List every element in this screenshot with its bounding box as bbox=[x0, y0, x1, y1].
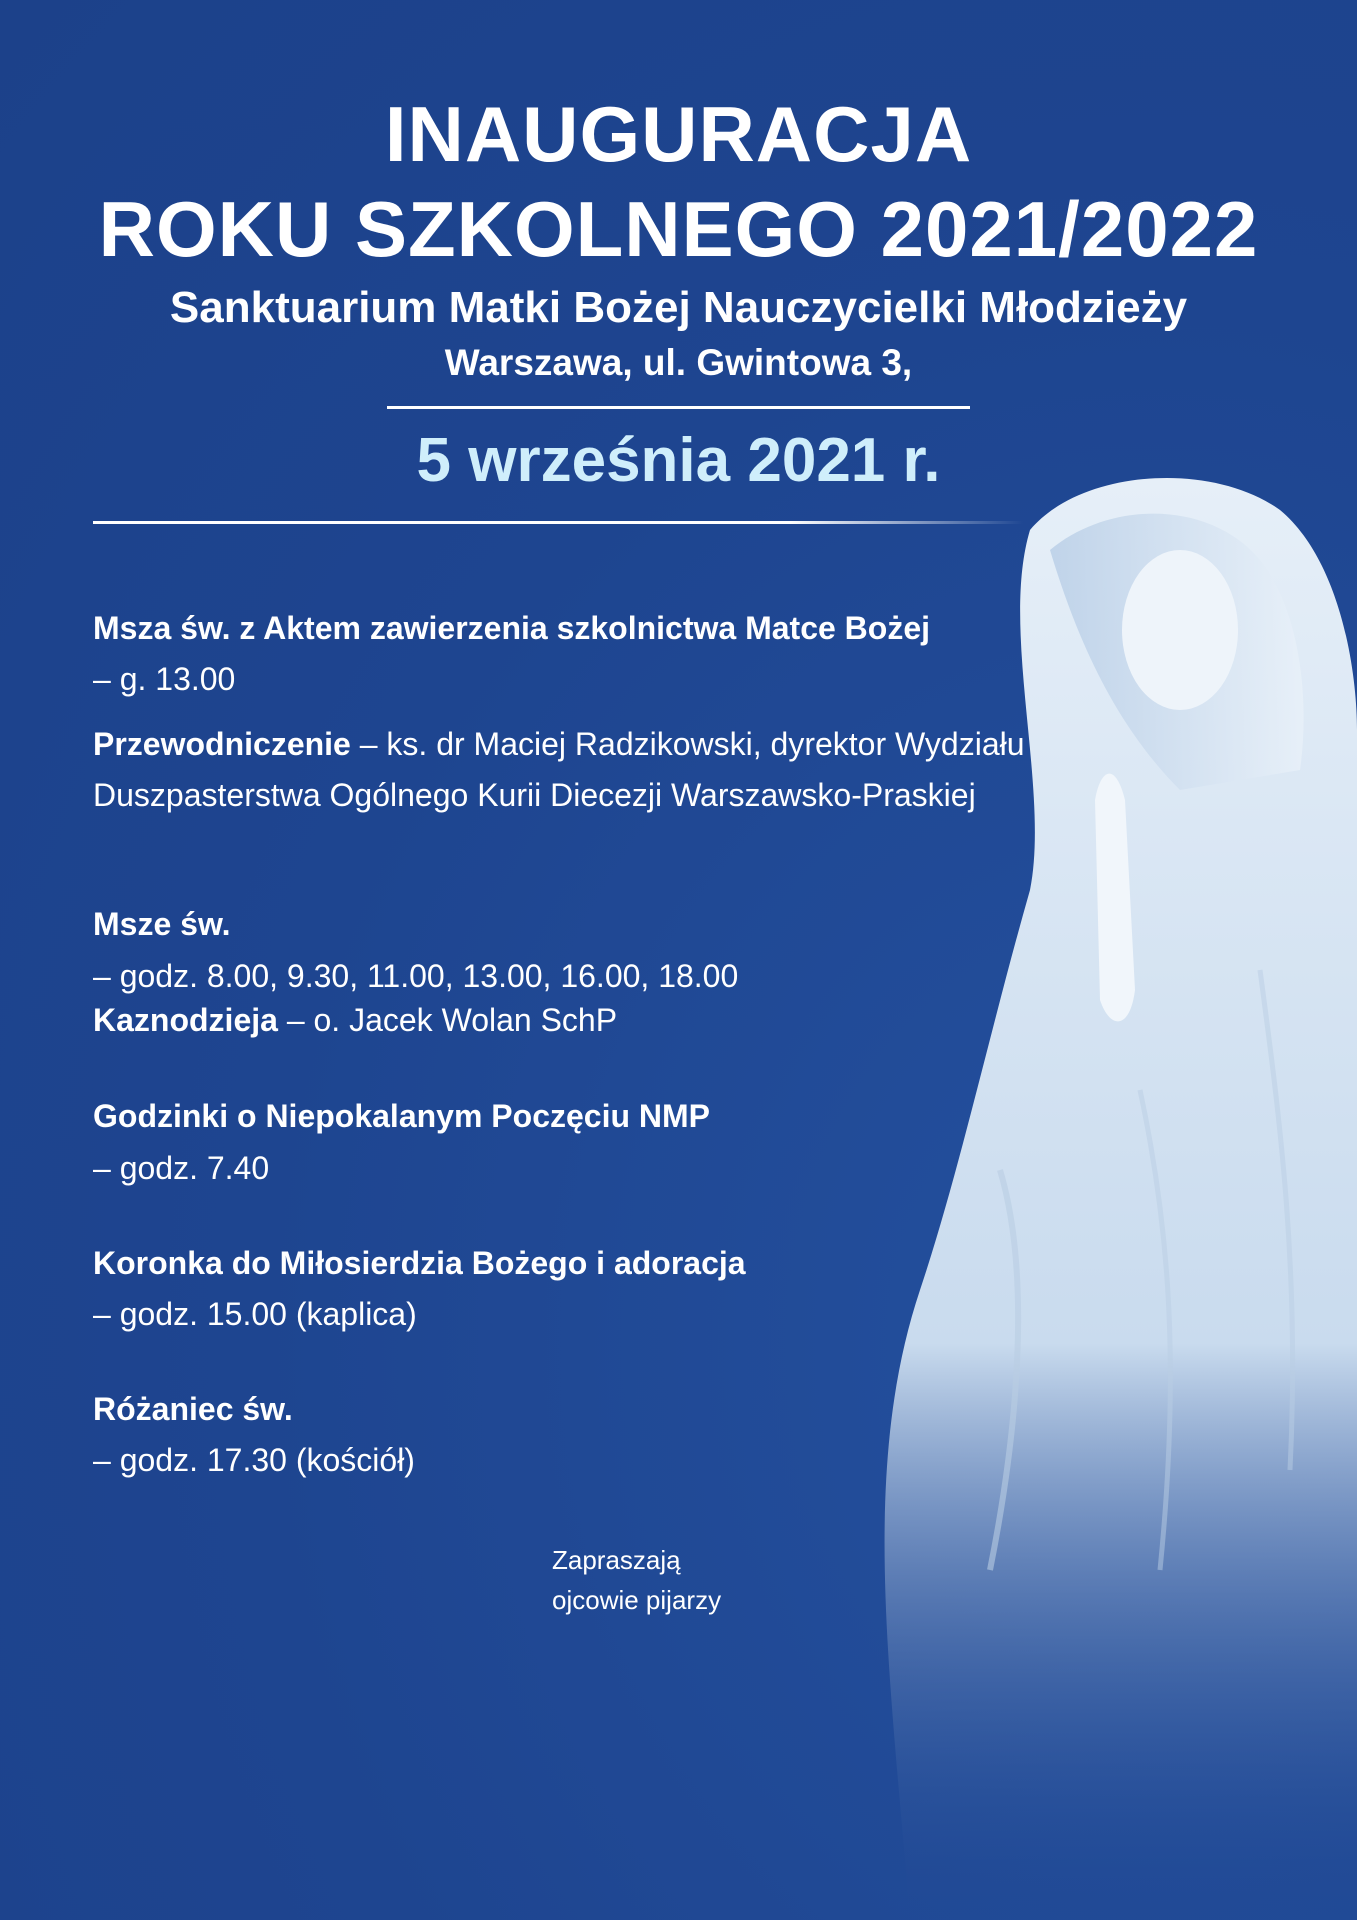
preacher-label: Kaznodzieja bbox=[93, 1002, 278, 1038]
presider-text: – ks. dr Maciej Radzikowski, dyrektor Wydziału bbox=[350, 726, 1025, 762]
hours-title: Godzinki o Niepokalanym Poczęciu NMP bbox=[93, 1098, 711, 1134]
event-date: 5 września 2021 r. bbox=[416, 426, 941, 495]
presider-line-2: Duszpasterstwa Ogólnego Kurii Diecezji Warszawsko-Praskiej bbox=[93, 777, 976, 813]
divider-top bbox=[387, 406, 970, 409]
madonna-statue-icon bbox=[880, 470, 1357, 1920]
chaplet-time: – godz. 15.00 (kaplica) bbox=[93, 1296, 417, 1332]
preacher-text: – o. Jacek Wolan SchP bbox=[277, 1002, 618, 1038]
mass-title: Msza św. z Aktem zawierzenia szkolnictwa Matce Bożej bbox=[93, 610, 931, 646]
divider-bottom bbox=[93, 521, 1023, 524]
sanctuary-name: Sanktuarium Matki Bożej Nauczycielki Młodzieży bbox=[169, 283, 1188, 332]
title-line-2: ROKU SZKOLNEGO 2021/2022 bbox=[98, 185, 1259, 273]
title-line-1: INAUGURACJA bbox=[384, 90, 973, 178]
preacher-line bbox=[93, 1002, 617, 1039]
rosary-time: – godz. 17.30 (kościół) bbox=[93, 1442, 415, 1478]
hours-time: – godz. 7.40 bbox=[93, 1150, 270, 1186]
presider-line bbox=[93, 726, 1025, 763]
address: Warszawa, ul. Gwintowa 3, bbox=[444, 342, 913, 383]
masses-times: – godz. 8.00, 9.30, 11.00, 13.00, 16.00, 18.00 bbox=[93, 958, 739, 994]
closing-line-2: ojcowie pijarzy bbox=[552, 1585, 722, 1615]
presider-label: Przewodniczenie bbox=[93, 726, 351, 762]
masses-title: Msze św. bbox=[93, 906, 231, 942]
chaplet-title: Koronka do Miłosierdzia Bożego i adoracja bbox=[93, 1245, 746, 1281]
closing-line-1: Zapraszają bbox=[552, 1545, 681, 1575]
rosary-title: Różaniec św. bbox=[93, 1391, 293, 1427]
mass-time: – g. 13.00 bbox=[93, 661, 236, 697]
